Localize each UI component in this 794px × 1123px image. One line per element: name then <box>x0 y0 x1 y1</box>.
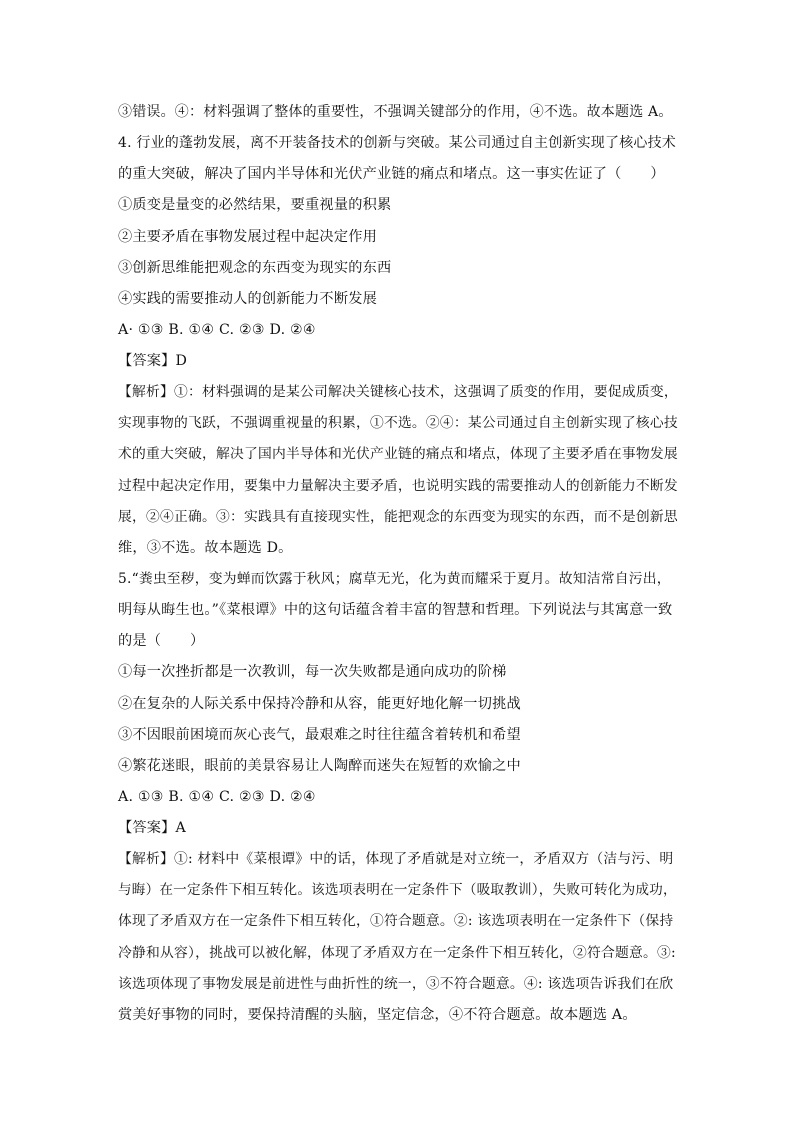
question-4-option-2: ②主要矛盾在事物发展过程中起决定作用 <box>118 229 377 245</box>
question-4-analysis: 【解析】①：材料强调的是某公司解决关键核心技术，这强调了质变的作用，要促成质变， <box>118 384 678 400</box>
question-5-analysis: 该选项体现了事物发展是前进性与曲折性的统一，③不符合题意。④: 该选项告诉我们在欣 <box>118 976 674 992</box>
question-5-stem: 明每从晦生也。”《菜根谭》中的这句话蕴含着丰富的智慧和哲理。下列说法与其寓意一致 <box>118 602 673 618</box>
question-5-analysis: 【解析】①: 材料中《菜根谭》中的话，体现了矛盾就是对立统一，矛盾双方（洁与污、明 <box>118 851 674 867</box>
question-4-analysis: 实现事物的飞跃，不强调重视量的积累，①不选。②④：某公司通过自主创新实现了核心技 <box>118 415 678 431</box>
question-5-analysis: 冷静和从容），挑战可以被化解，体现了矛盾双方在一定条件下相互转化，②符合题意。③: <box>118 945 676 961</box>
question-4-answer: 【答案】D <box>118 353 188 369</box>
question-5-stem: 的是（ ） <box>118 633 205 649</box>
question-5-analysis: 赏美好事物的同时，要保持清醒的头脑，坚定信念，④不符合题意。故本题选 A。 <box>118 1007 637 1023</box>
question-4-analysis: 展，②④正确。③：实践具有直接现实性，能把观念的东西变为现实的东西，而不是创新思 <box>118 509 678 525</box>
question-4-analysis: 术的重大突破，解决了国内半导体和光伏产业链的痛点和堵点，体现了主要矛盾在事物发展 <box>118 446 678 462</box>
question-4-choices: A· ①③ B. ①④ C. ②③ D. ②④ <box>118 322 316 338</box>
question-4-analysis: 维，③不选。故本题选 D。 <box>118 540 293 556</box>
question-4-analysis: 过程中起决定作用，要集中力量解决主要矛盾，也说明实践的需要推动人的创新能力不断发 <box>118 478 678 494</box>
text-line: ③错误。④：材料强调了整体的重要性，不强调关键部分的作用，④不选。故本题选 A。 <box>118 104 673 120</box>
question-5-option-1: ①每一次挫折都是一次教训，每一次失败都是通向成功的阶梯 <box>118 664 507 680</box>
question-4-option-1: ①质变是量变的必然结果，要重视量的积累 <box>118 197 392 213</box>
question-5-choices: A. ①③ B. ①④ C. ②③ D. ②④ <box>118 789 316 805</box>
question-4-option-4: ④实践的需要推动人的创新能力不断发展 <box>118 291 377 307</box>
question-4-stem: 的重大突破，解决了国内半导体和光伏产业链的痛点和堵点。这一事实佐证了（ ） <box>118 166 665 182</box>
question-5-analysis: 体现了矛盾双方在一定条件下相互转化，①符合题意。②: 该选项表明在一定条件下（保持 <box>118 913 674 929</box>
question-5-option-3: ③不因眼前困境而灰心丧气，最艰难之时往往蕴含着转机和希望 <box>118 727 521 743</box>
question-5-option-4: ④繁花迷眼，眼前的美景容易让人陶醉而迷失在短暂的欢愉之中 <box>118 758 521 774</box>
question-5-answer: 【答案】A <box>118 820 186 836</box>
question-5-stem: 5.“粪虫至秽，变为蝉而饮露于秋风；腐草无光，化为黄而耀采于夏月。故知洁常自污出， <box>118 571 671 587</box>
question-5-analysis: 与晦）在一定条件下相互转化。该选项表明在一定条件下（吸取教训），失败可转化为成功， <box>118 882 677 898</box>
question-5-option-2: ②在复杂的人际关系中保持冷静和从容，能更好地化解一切挑战 <box>118 696 521 712</box>
question-4-option-3: ③创新思维能把观念的东西变为现实的东西 <box>118 260 392 276</box>
question-4-stem: 4. 行业的蓬勃发展，离不开装备技术的创新与突破。某公司通过自主创新实现了核心技术 <box>118 135 677 151</box>
